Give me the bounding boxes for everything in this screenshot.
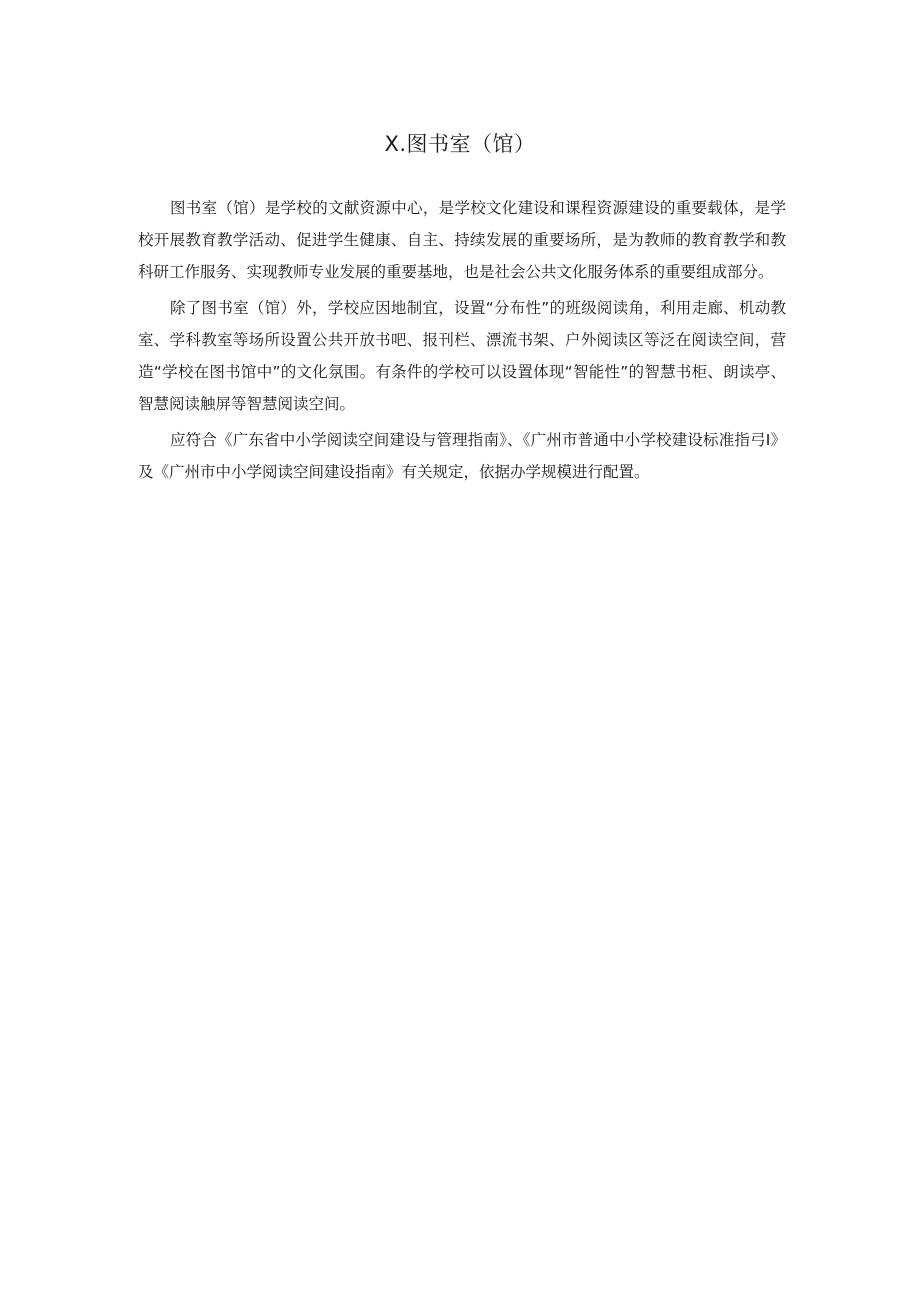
paragraph-library-role: 图书室（馆）是学校的文献资源中心，是学校文化建设和课程资源建设的重要载体，是学校开展教育教学活动、促进学生健康、自主、持续发展的重要场所，是为教师的教育教学和教科研工作服务、实现教师专业发展的重要基地，也是社会公共文化服务体系的重要组成部分。 [138,199,786,281]
document-body [138,192,786,488]
paragraph-reading-spaces: 除了图书室（馆）外，学校应因地制宜，设置“分布性”的班级阅读角，利用走廊、机动教室、学科教室等场所设置公共开放书吧、报刊栏、漂流书架、户外阅读区等泛在阅读空间，营造“学校在图书馆中”的文化氛围。有条件的学校可以设置体现“智能性”的智慧书柜、朗读亭、智慧阅读触屏等智慧阅读空间。 [138,299,786,413]
page-title: X.图书室（馆） [384,132,536,156]
paragraph-regulations: 应符合《广东省中小学阅读空间建设与管理指南》、《广州市普通中小学校建设标准指弓I》及《广州市中小学阅读空间建设指南》有关规定，依据办学规模进行配置。 [138,431,786,481]
